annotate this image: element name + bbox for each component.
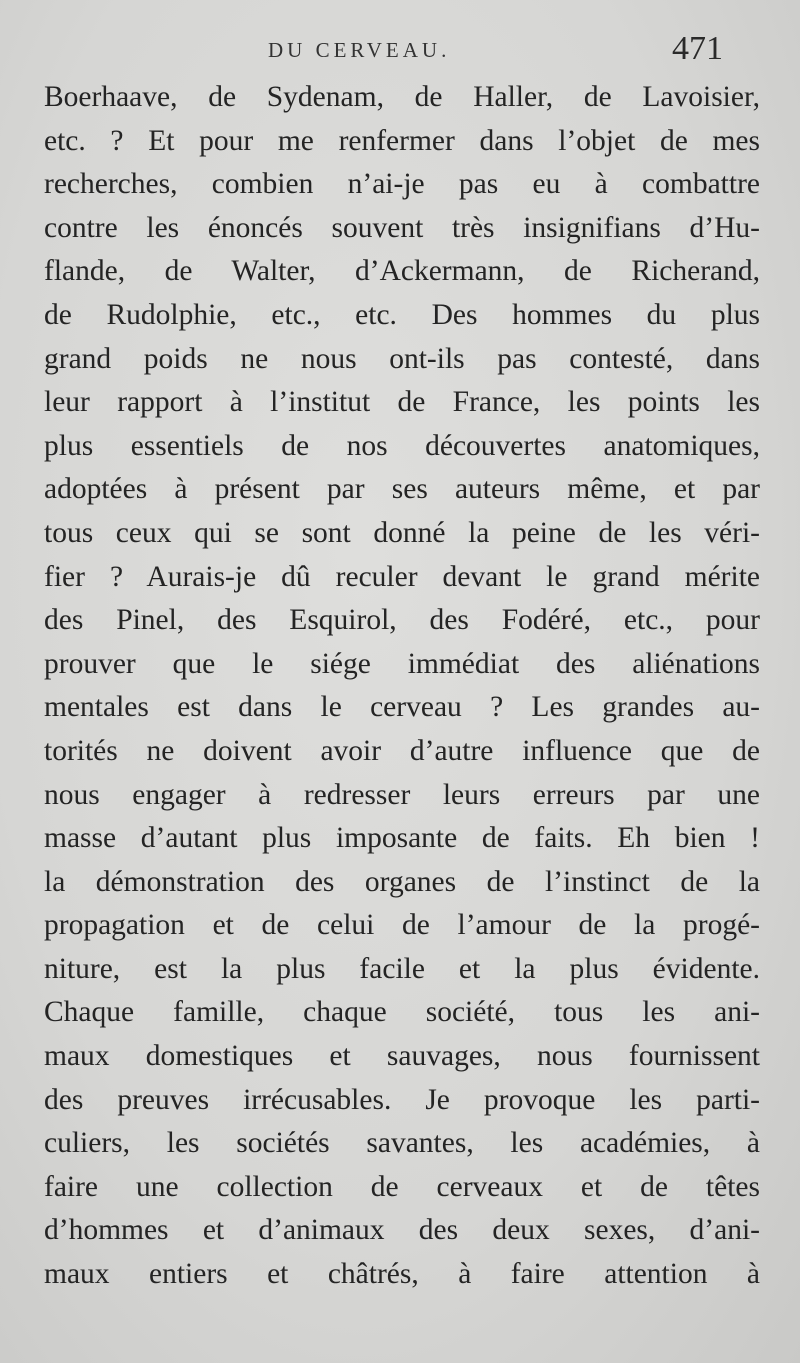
running-head-title: DU CERVEAU.	[268, 38, 451, 62]
text-line: culiers, les sociétés savantes, les académies, à	[44, 1127, 760, 1160]
text-line: Chaque famille, chaque société, tous les ani-	[44, 996, 760, 1029]
text-line: prouver que le siége immédiat des aliénations	[44, 647, 760, 680]
text-line: plus essentiels de nos découvertes anatomiques,	[44, 429, 760, 462]
text-line: mentales est dans le cerveau ? Les grandes au-	[44, 691, 760, 724]
text-line: d’hommes et d’animaux des deux sexes, d’ani-	[44, 1214, 760, 1247]
text-line: la démonstration des organes de l’instinct de la	[44, 865, 760, 898]
text-line: niture, est la plus facile et la plus évidente.	[44, 952, 760, 985]
text-line: de Rudolphie, etc., etc. Des hommes du plus	[44, 298, 760, 331]
text-line: leur rapport à l’institut de France, les points les	[44, 386, 760, 419]
text-line: contre les énoncés souvent très insignifians d’Hu-	[44, 211, 760, 244]
text-line: propagation et de celui de l’amour de la progé-	[44, 909, 760, 942]
text-line: des preuves irrécusables. Je provoque les parti-	[44, 1083, 760, 1116]
text-line: masse d’autant plus imposante de faits. Eh bien !	[44, 822, 760, 855]
text-line: faire une collection de cerveaux et de têtes	[44, 1170, 760, 1203]
text-line: recherches, combien n’ai-je pas eu à combattre	[44, 168, 760, 201]
running-head	[0, 30, 800, 74]
text-line: flande, de Walter, d’Ackermann, de Richerand,	[44, 255, 760, 288]
text-line: Boerhaave, de Sydenam, de Haller, de Lavoisier,	[44, 81, 760, 113]
text-line: maux entiers et châtrés, à faire attention à	[44, 1258, 760, 1291]
text-line: tous ceux qui se sont donné la peine de les véri-	[44, 516, 760, 549]
text-line: des Pinel, des Esquirol, des Fodéré, etc., pour	[44, 604, 760, 637]
text-line: maux domestiques et sauvages, nous fournissent	[44, 1040, 760, 1073]
text-line: grand poids ne nous ont-ils pas contesté, dans	[44, 342, 760, 375]
text-line: adoptées à présent par ses auteurs même, et par	[44, 473, 760, 506]
body-text	[44, 76, 760, 1297]
page-number: 471	[672, 30, 723, 67]
text-line: etc. ? Et pour me renfermer dans l’objet de mes	[44, 124, 760, 157]
text-line: nous engager à redresser leurs erreurs par une	[44, 778, 760, 811]
text-line: fier ? Aurais-je dû reculer devant le grand mérite	[44, 560, 760, 593]
text-line: torités ne doivent avoir d’autre influence que de	[44, 734, 760, 767]
